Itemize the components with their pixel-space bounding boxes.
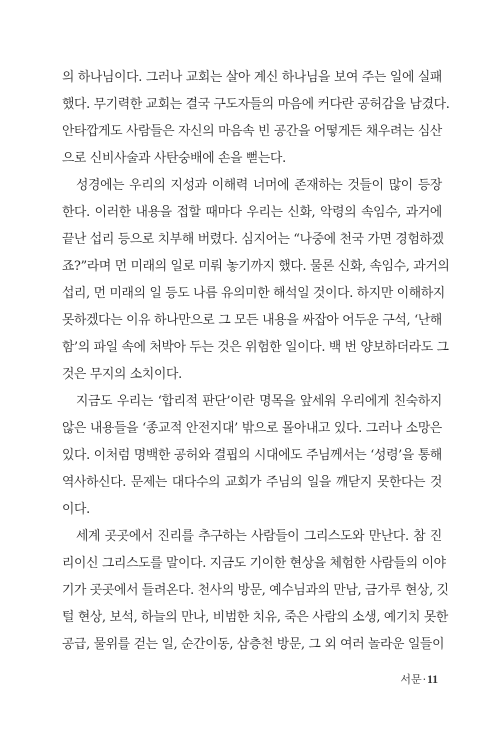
text-line: 의 하나님이다. 그러나 교회는 살아 계신 하나님을 보여 주는 일에 실패: [62, 70, 442, 85]
text-line: 섭리, 먼 미래의 일 등도 나름 유의미한 해석일 것이다. 하지만 이해하지: [62, 286, 445, 301]
page-number: 11: [427, 674, 438, 686]
paragraph-first-line: 성경에는 우리의 지성과 이해력 너머에 존재하는 것들이 많이 등장: [76, 178, 442, 193]
paragraph-first-line: 세계 곳곳에서 진리를 추구하는 사람들이 그리스도와 만난다. 참 진: [76, 529, 442, 544]
text-line: 기가 곳곳에서 들려온다. 천사의 방문, 예수님과의 만남, 금가루 현상, 깃: [62, 583, 449, 598]
footer-separator: ·: [422, 673, 427, 686]
text-line: 끝난 섭리 등으로 치부해 버렸다. 심지어는 “나중에 천국 가면 경험하겠: [62, 232, 444, 247]
text-line: 역사하신다. 문제는 대다수의 교회가 주님의 일을 깨닫지 못한다는 것: [62, 475, 442, 490]
text-line: 한다. 이러한 내용을 접할 때마다 우리는 신화, 악령의 속임수, 과거에: [62, 205, 442, 220]
section-label: 서문: [400, 673, 422, 686]
text-line: 으로 신비사술과 사탄숭배에 손을 뻗는다.: [62, 151, 286, 166]
text-line: 것은 무지의 소치이다.: [62, 367, 182, 382]
body-text: [62, 64, 450, 658]
text-line: 있다. 이처럼 명백한 공허와 결핍의 시대에도 주님께서는 ‘성령’을 통해: [62, 448, 442, 463]
text-line: 했다. 무기력한 교회는 결국 구도자들의 마음에 커다란 공허감을 남겼다.: [62, 97, 450, 112]
page-footer: [0, 671, 438, 687]
text-line: 못하겠다는 이유 하나만으로 그 모든 내용을 싸잡아 어두운 구석, ‘난해: [62, 313, 442, 328]
text-line: 이다.: [62, 502, 90, 517]
text-line: 죠?”라며 먼 미래의 일로 미뤄 놓기까지 했다. 물론 신화, 속임수, 과거의: [62, 259, 450, 274]
text-line: 털 현상, 보석, 하늘의 만나, 비범한 치유, 죽은 사람의 소생, 예기치 못한: [62, 610, 448, 625]
paragraph-first-line: 지금도 우리는 ‘합리적 판단’이란 명목을 앞세워 우리에게 친숙하지: [76, 394, 442, 409]
text-line: 안타깝게도 사람들은 자신의 마음속 빈 공간을 어떻게든 채우려는 심산: [62, 124, 442, 139]
text-line: 리이신 그리스도를 말이다. 지금도 기이한 현상을 체험한 사람들의 이야: [62, 556, 446, 571]
text-line: 함’의 파일 속에 처박아 두는 것은 위험한 일이다. 백 번 양보하더라도 그: [62, 340, 449, 355]
text-line: 공급, 물위를 걷는 일, 순간이동, 삼층천 방문, 그 외 여러 놀라운 일들이: [62, 637, 445, 652]
text-line: 않은 내용들을 ‘종교적 안전지대’ 밖으로 몰아내고 있다. 그러나 소망은: [62, 421, 442, 436]
